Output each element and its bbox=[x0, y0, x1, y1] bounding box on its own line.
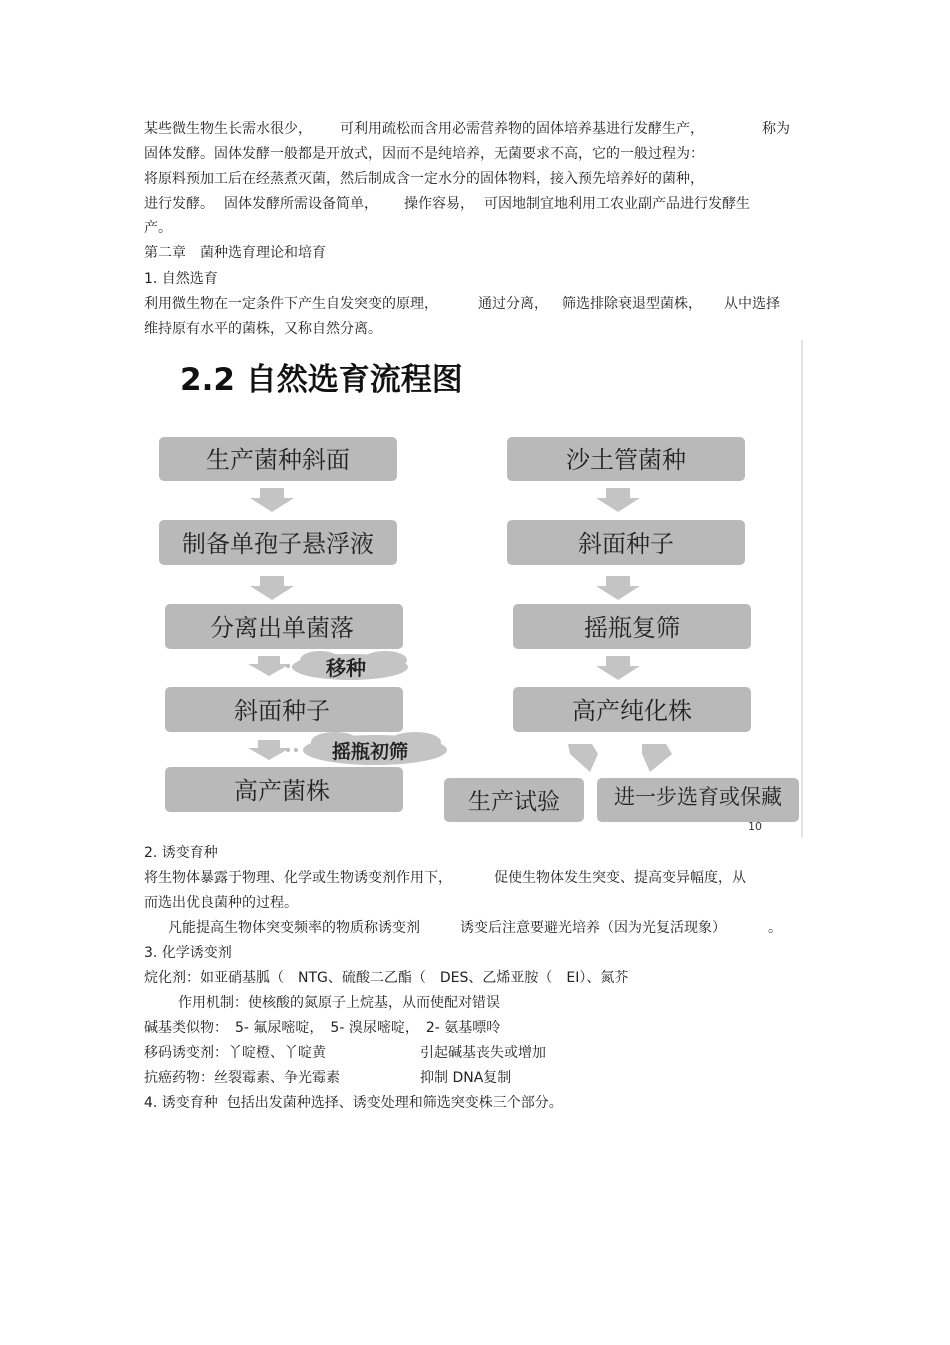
section-2-line-2: 而选出优良菌种的过程。 bbox=[144, 895, 298, 911]
node-label: 沙土管菌种 bbox=[566, 446, 686, 474]
flow-arrow bbox=[596, 656, 640, 680]
branch-arrow-right bbox=[642, 744, 672, 772]
section-1-title: 1. 自然选育 bbox=[144, 271, 218, 287]
alkylating-agents: 烷化剂：如亚硝基胍（ NTG、硫酸二乙酯（ DES、乙烯亚胺（ EI）、氮芥 bbox=[144, 970, 629, 986]
intro-line-5: 产。 bbox=[144, 220, 172, 236]
section-1-line-1 bbox=[144, 295, 780, 313]
node-slant-seed-right bbox=[507, 520, 745, 565]
section-1-text: 通过分离， bbox=[478, 296, 548, 312]
intro-text: 可因地制宜地利用工农业副产品进行发酵生 bbox=[484, 196, 750, 212]
flowchart-diagram bbox=[150, 340, 804, 838]
node-high-yield-strain bbox=[165, 767, 403, 812]
section-4: 4. 诱变育种 包括出发菌种选择、诱变处理和筛选突变株三个部分。 bbox=[144, 1095, 563, 1111]
section-2-text: 诱变后注意要避光培养（因为光复活现象） bbox=[460, 920, 726, 936]
section-1-line-2: 维持原有水平的菌株，又称自然分离。 bbox=[144, 321, 382, 337]
section-2-text: 。 bbox=[768, 920, 782, 936]
chapter-heading: 第二章 菌种选育理论和培育 bbox=[144, 245, 326, 261]
flowchart-slide bbox=[150, 340, 804, 838]
dot bbox=[286, 748, 290, 752]
section-2-line-1 bbox=[144, 869, 746, 887]
frameshift-mutagens bbox=[144, 1044, 546, 1062]
section-3-text: 抑制 DNA复制 bbox=[420, 1070, 512, 1086]
cloud-transfer bbox=[292, 651, 408, 680]
section-2-text: 促使生物体发生突变、提高变异幅度，从 bbox=[494, 870, 746, 886]
intro-text: 操作容易， bbox=[404, 196, 474, 212]
node-production-slant bbox=[159, 437, 397, 481]
node-label: 分离出单菌落 bbox=[210, 614, 354, 642]
node-label: 斜面种子 bbox=[578, 530, 674, 558]
section-2-text: 凡能提高生物体突变频率的物质称诱变剂 bbox=[168, 920, 420, 936]
node-slant-seed-left bbox=[165, 687, 403, 732]
intro-text: 进行发酵。 bbox=[144, 196, 214, 212]
intro-line-2: 固体发酵。固体发酵一般都是开放式，因而不是纯培养，无菌要求不高，它的一般过程为： bbox=[144, 146, 704, 162]
flow-arrow bbox=[248, 656, 290, 676]
mechanism: 作用机制：使核酸的氮原子上烷基，从而使配对错误 bbox=[178, 995, 500, 1011]
section-3-text: 引起碱基丧失或增加 bbox=[420, 1045, 546, 1061]
section-3-text: 抗癌药物：丝裂霉素、争光霉素 bbox=[144, 1070, 340, 1086]
flow-arrow bbox=[596, 576, 640, 600]
node-single-colony bbox=[165, 604, 403, 649]
base-analogs: 碱基类似物： 5- 氟尿嘧啶， 5- 溴尿嘧啶， 2- 氨基嘌呤 bbox=[144, 1020, 501, 1036]
node-spore-suspension bbox=[159, 520, 397, 565]
section-3-text: 移码诱变剂：丫啶橙、丫啶黄 bbox=[144, 1045, 326, 1061]
node-sand-tube bbox=[507, 437, 745, 481]
intro-text: 称为 bbox=[762, 121, 790, 137]
section-1-text: 利用微生物在一定条件下产生自发突变的原理， bbox=[144, 296, 438, 312]
section-2-line-3 bbox=[168, 919, 782, 937]
node-label: 斜面种子 bbox=[234, 697, 330, 725]
node-label: 生产菌种斜面 bbox=[206, 446, 350, 474]
node-label: 高产菌株 bbox=[234, 777, 330, 805]
node-purified-strain bbox=[513, 687, 751, 732]
section-1-text: 筛选排除衰退型菌株， bbox=[562, 296, 702, 312]
node-flask-rescreen bbox=[513, 604, 751, 649]
slide-page-number: 10 bbox=[748, 820, 762, 833]
node-label: 高产纯化株 bbox=[572, 697, 692, 725]
branch-arrow-left bbox=[568, 744, 598, 772]
intro-text: 固体发酵所需设备简单， bbox=[224, 196, 378, 212]
section-3-title: 3. 化学诱变剂 bbox=[144, 945, 232, 961]
intro-text: 某些微生物生长需水很少， bbox=[144, 121, 312, 137]
section-2-title: 2. 诱变育种 bbox=[144, 845, 218, 861]
node-further-breeding bbox=[597, 778, 799, 822]
cloud-primary-screening bbox=[303, 732, 447, 765]
node-label: 摇瓶复筛 bbox=[584, 614, 680, 642]
flow-arrow bbox=[250, 576, 294, 600]
cloud-label: 移种 bbox=[326, 656, 366, 680]
flow-arrow bbox=[596, 488, 640, 512]
section-1-text: 从中选择 bbox=[724, 296, 780, 312]
node-production-trial bbox=[444, 778, 584, 822]
dot bbox=[286, 664, 290, 668]
node-label: 制备单孢子悬浮液 bbox=[182, 530, 374, 558]
node-label: 生产试验 bbox=[468, 789, 560, 815]
section-2-text: 将生物体暴露于物理、化学或生物诱变剂作用下， bbox=[144, 870, 452, 886]
dot bbox=[294, 748, 298, 752]
node-label: 进一步选育或保藏 bbox=[614, 785, 782, 809]
flow-arrow bbox=[248, 740, 290, 760]
flow-arrow bbox=[250, 488, 294, 512]
intro-line-1 bbox=[144, 120, 790, 138]
intro-line-4 bbox=[144, 195, 750, 213]
intro-line-3: 将原料预加工后在经蒸煮灭菌，然后制成含一定水分的固体物料，接入预先培养好的菌种， bbox=[144, 171, 704, 187]
slide-title: 2.2 自然选育流程图 bbox=[180, 362, 463, 398]
intro-text: 可利用疏松而含用必需营养物的固体培养基进行发酵生产， bbox=[340, 121, 704, 137]
cloud-label: 摇瓶初筛 bbox=[331, 741, 409, 763]
anticancer-drugs bbox=[144, 1069, 511, 1087]
